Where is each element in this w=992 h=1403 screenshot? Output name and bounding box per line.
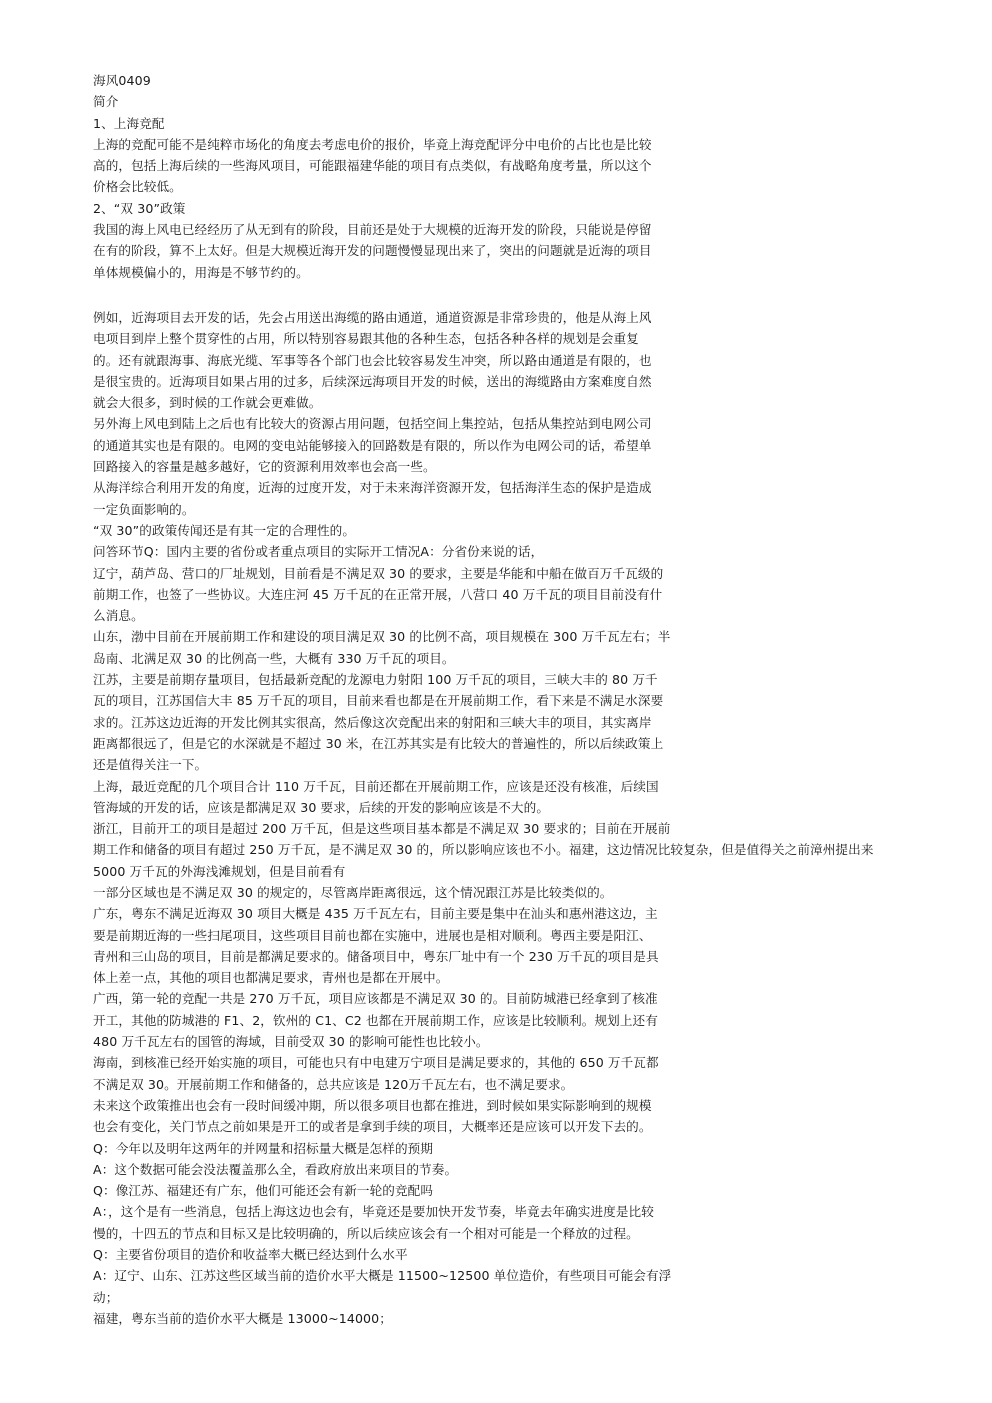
text-line: 上海的竞配可能不是纯粹市场化的角度去考虑电价的报价，毕竟上海竞配评分中电价的占比也是比较 [93, 136, 652, 152]
text-line: 江苏，主要是前期存量项目，包括最新竞配的龙源电力射阳 100 万千瓦的项目，三峡大丰的 80 万千 [93, 672, 658, 688]
text-line: 从海洋综合利用开发的角度，近海的过度开发，对于未来海洋资源开发，包括海洋生态的保护是造成 [93, 480, 652, 496]
text-line: 价格会比较低。 [93, 179, 182, 195]
text-line: 1、上海竞配 [93, 115, 165, 131]
text-line: 的。还有就跟海事、海底光缆、军事等各个部门也会比较容易发生冲突，所以路由通道是有限的，也 [93, 352, 652, 368]
text-line: 广东，粤东不满足近海双 30 项目大概是 435 万千瓦左右，目前主要是集中在汕头和惠州港这边，主 [93, 906, 658, 922]
text-line: 也会有变化，关门节点之前如果是开工的或者是拿到手续的项目，大概率还是应该可以开发下去的。 [93, 1119, 652, 1135]
text-line: 管海域的开发的话，应该是都满足双 30 要求，后续的开发的影响应该是不大的。 [93, 799, 550, 815]
document-block-intro [93, 70, 973, 283]
text-line: 5000 万千瓦的外海浅滩规划，但是目前看有 [93, 863, 346, 879]
text-line: A：辽宁、山东、江苏这些区域当前的造价水平大概是 11500~12500 单位造价，有些项目可能会有浮 [93, 1268, 672, 1284]
text-line: 海南，到核准已经开始实施的项目，可能也只有中电建万宁项目是满足要求的，其他的 650 万千瓦都 [93, 1055, 659, 1071]
text-line: 高的，包括上海后续的一些海风项目，可能跟福建华能的项目有点类似，有战略角度考量，所以这个 [93, 158, 652, 174]
paragraph-gap [93, 283, 973, 307]
text-line: Q：今年以及明年这两年的并网量和招标量大概是怎样的预期 [93, 1140, 434, 1156]
text-line: A：这个数据可能会没法覆盖那么全，看政府放出来项目的节奏。 [93, 1161, 458, 1177]
text-line: 我国的海上风电已经经历了从无到有的阶段，目前还是处于大规模的近海开发的阶段，只能说是停留 [93, 222, 652, 238]
text-line: 就会大很多，到时候的工作就会更难做。 [93, 395, 322, 411]
text-line: 岛南、北满足双 30 的比例高一些，大概有 330 万千瓦的项目。 [93, 650, 455, 666]
text-line: 广西，第一轮的竞配一共是 270 万千瓦，项目应该都是不满足双 30 的。目前防城港已经拿到了核准 [93, 991, 658, 1007]
text-line: 问答环节Q：国内主要的省份或者重点项目的实际开工情况A：分省份来说的话， [93, 544, 544, 560]
text-line: 距离都很远了，但是它的水深就是不超过 30 米，在江苏其实是有比较大的普遍性的，所以后续政策上 [93, 735, 664, 751]
text-line: 是很宝贵的。近海项目如果占用的过多，后续深远海项目开发的时候，送出的海缆路由方案难度自然 [93, 373, 652, 389]
text-line: 例如，近海项目去开发的话，先会占用送出海缆的路由通道，通道资源是非常珍贵的，他是从海上风 [93, 309, 652, 325]
text-line: 山东，渤中目前在开展前期工作和建设的项目满足双 30 的比例不高，项目规模在 300 万千瓦左右；半 [93, 629, 671, 645]
text-line: 要是前期近海的一些扫尾项目，这些项目目前也都在实施中，进展也是相对顺利。粤西主要是阳江、 [93, 927, 652, 943]
text-line: 么消息。 [93, 608, 144, 624]
text-line: 海风0409 [93, 73, 151, 88]
text-line: 青州和三山岛的项目，目前是都满足要求的。储备项目中，粤东厂址中有一个 230 万千瓦的项目是具 [93, 948, 659, 964]
text-line: 一部分区域也是不满足双 30 的规定的，尽管离岸距离很远，这个情况跟江苏是比较类似的。 [93, 884, 613, 900]
text-line: 开工，其他的防城港的 F1、2，钦州的 C1、C2 也都在开展前期工作，应该是比较顺利。规划上还有 [93, 1012, 658, 1028]
text-line: 瓦的项目，江苏国信大丰 85 万千瓦的项目，目前来看也都是在开展前期工作，看下来是不满足水深要 [93, 693, 664, 709]
text-line: 的通道其实也是有限的。电网的变电站能够接入的回路数是有限的，所以作为电网公司的话，希望单 [93, 437, 652, 453]
text-line: 480 万千瓦左右的国管的海域，目前受双 30 的影响可能性也比较小。 [93, 1034, 489, 1050]
text-line: Q：像江苏、福建还有广东，他们可能还会有新一轮的竞配吗 [93, 1183, 434, 1199]
text-line: A：，这个是有一些消息，包括上海这边也会有，毕竟还是要加快开发节奏，毕竟去年确实进度是比较 [93, 1204, 654, 1220]
text-line: 不满足双 30。开展前期工作和储备的，总共应该是 120万千瓦左右，也不满足要求。 [93, 1076, 574, 1092]
text-line: 还是值得关注一下。 [93, 757, 208, 773]
text-line: 电项目到岸上整个贯穿性的占用，所以特别容易跟其他的各种生态，包括各种各样的规划是会重复 [93, 331, 639, 347]
text-line: 浙江，目前开工的项目是超过 200 万千瓦，但是这些项目基本都是不满足双 30 要求的；目前在开展前 [93, 821, 671, 837]
text-line: 单体规模偏小的，用海是不够节约的。 [93, 264, 309, 280]
text-line: Q：主要省份项目的造价和收益率大概已经达到什么水平 [93, 1247, 408, 1263]
text-line: 辽宁，葫芦岛、营口的厂址规划，目前看是不满足双 30 的要求，主要是华能和中船在做百万千瓦级的 [93, 565, 664, 581]
text-line: 一定负面影响的。 [93, 501, 195, 517]
text-line: 慢的，十四五的节点和目标又是比较明确的，所以后续应该会有一个相对可能是一个释放的过程。 [93, 1225, 639, 1241]
text-line: 回路接入的容量是越多越好，它的资源利用效率也会高一些。 [93, 459, 436, 475]
text-line: 上海，最近竞配的几个项目合计 110 万千瓦，目前还都在开展前期工作，应该是还没有核准，后续国 [93, 778, 659, 794]
text-line: 2、“双 30”政策 [93, 200, 186, 216]
text-line: 体上差一点，其他的项目也都满足要求，青州也是都在开展中。 [93, 970, 449, 986]
text-line: 期工作和储备的项目有超过 250 万千瓦，是不满足双 30 的，所以影响应该也不小。福建，这边情况比较复杂，但是值得关之前漳州提出来 [93, 842, 874, 858]
text-line: 在有的阶段，算不上太好。但是大规模近海开发的问题慢慢显现出来了，突出的问题就是近海的项目 [93, 243, 652, 259]
text-line: 动； [93, 1289, 119, 1305]
text-line: 未来这个政策推出也会有一段时间缓冲期，所以很多项目也都在推进，到时候如果实际影响到的规模 [93, 1097, 652, 1113]
text-line: 前期工作，也签了一些协议。大连庄河 45 万千瓦的在正常开展，八营口 40 万千瓦的项目目前没有什 [93, 586, 663, 602]
text-line: “双 30”的政策传闻还是有其一定的合理性的。 [93, 522, 356, 538]
text-line: 另外海上风电到陆上之后也有比较大的资源占用问题，包括空间上集控站，包括从集控站到电网公司 [93, 416, 652, 432]
text-line: 福建，粤东当前的造价水平大概是 13000~14000； [93, 1310, 392, 1326]
document-body [93, 70, 973, 1329]
text-line: 简介 [93, 94, 119, 110]
text-line: 求的。江苏这边近海的开发比例其实很高，然后像这次竞配出来的射阳和三峡大丰的项目，其实离岸 [93, 714, 652, 730]
document-block-main [93, 307, 973, 1329]
